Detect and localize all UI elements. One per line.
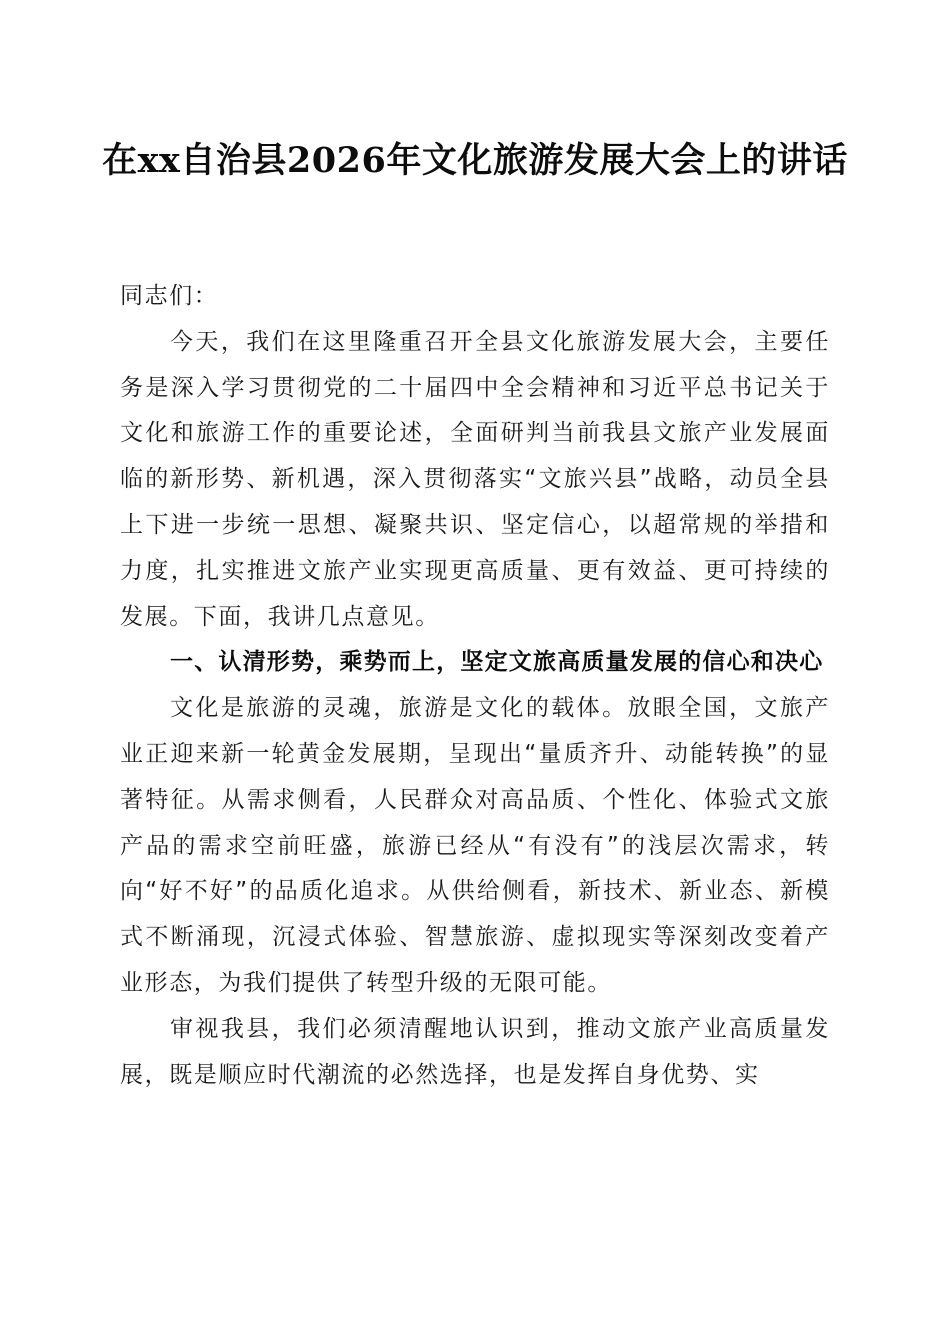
salutation: 同志们： xyxy=(120,283,219,309)
paragraph-county-review: 审视我县，我们必须清醒地认识到，推动文旅产业高质量发展，既是顺应时代潮流的必然选择，也是发挥自身优势、实 xyxy=(120,1015,830,1088)
section-heading-1: 一、认清形势，乘势而上，坚定文旅高质量发展的信心和决心 xyxy=(170,649,824,676)
paragraph-culture-tourism: 文化是旅游的灵魂，旅游是文化的载体。放眼全国，文旅产业正迎来新一轮黄金发展期，呈现出“量质齐升、动能转换”的显著特征。从需求侧看，人民群众对高品质、个性化、体验式文旅产品的需求空前旺盛，旅游已经从“有没有”的浅层次需求，转向“好不好”的品质化追求。从供给侧看，新技术、新业态、新模式不断涌现，沉浸式体验、智慧旅游、虚拟现实等深刻改变着产业形态，为我们提供了转型升级的无限可能。 xyxy=(120,695,830,996)
paragraph-intro: 今天，我们在这里隆重召开全县文化旅游发展大会，主要任务是深入学习贯彻党的二十届四中全会精神和习近平总书记关于文化和旅游工作的重要论述，全面研判当前我县文旅产业发展面临的新形势、新机遇，深入贯彻落实“文旅兴县”战略，动员全县上下进一步统一思想、凝聚共识、坚定信心，以超常规的举措和力度，扎实推进文旅产业实现更高质量、更有效益、更可持续的发展。下面，我讲几点意见。 xyxy=(120,328,830,630)
document-title: 在xx自治县2026年文化旅游发展大会上的讲话 xyxy=(102,140,848,181)
document-body xyxy=(120,274,830,1098)
